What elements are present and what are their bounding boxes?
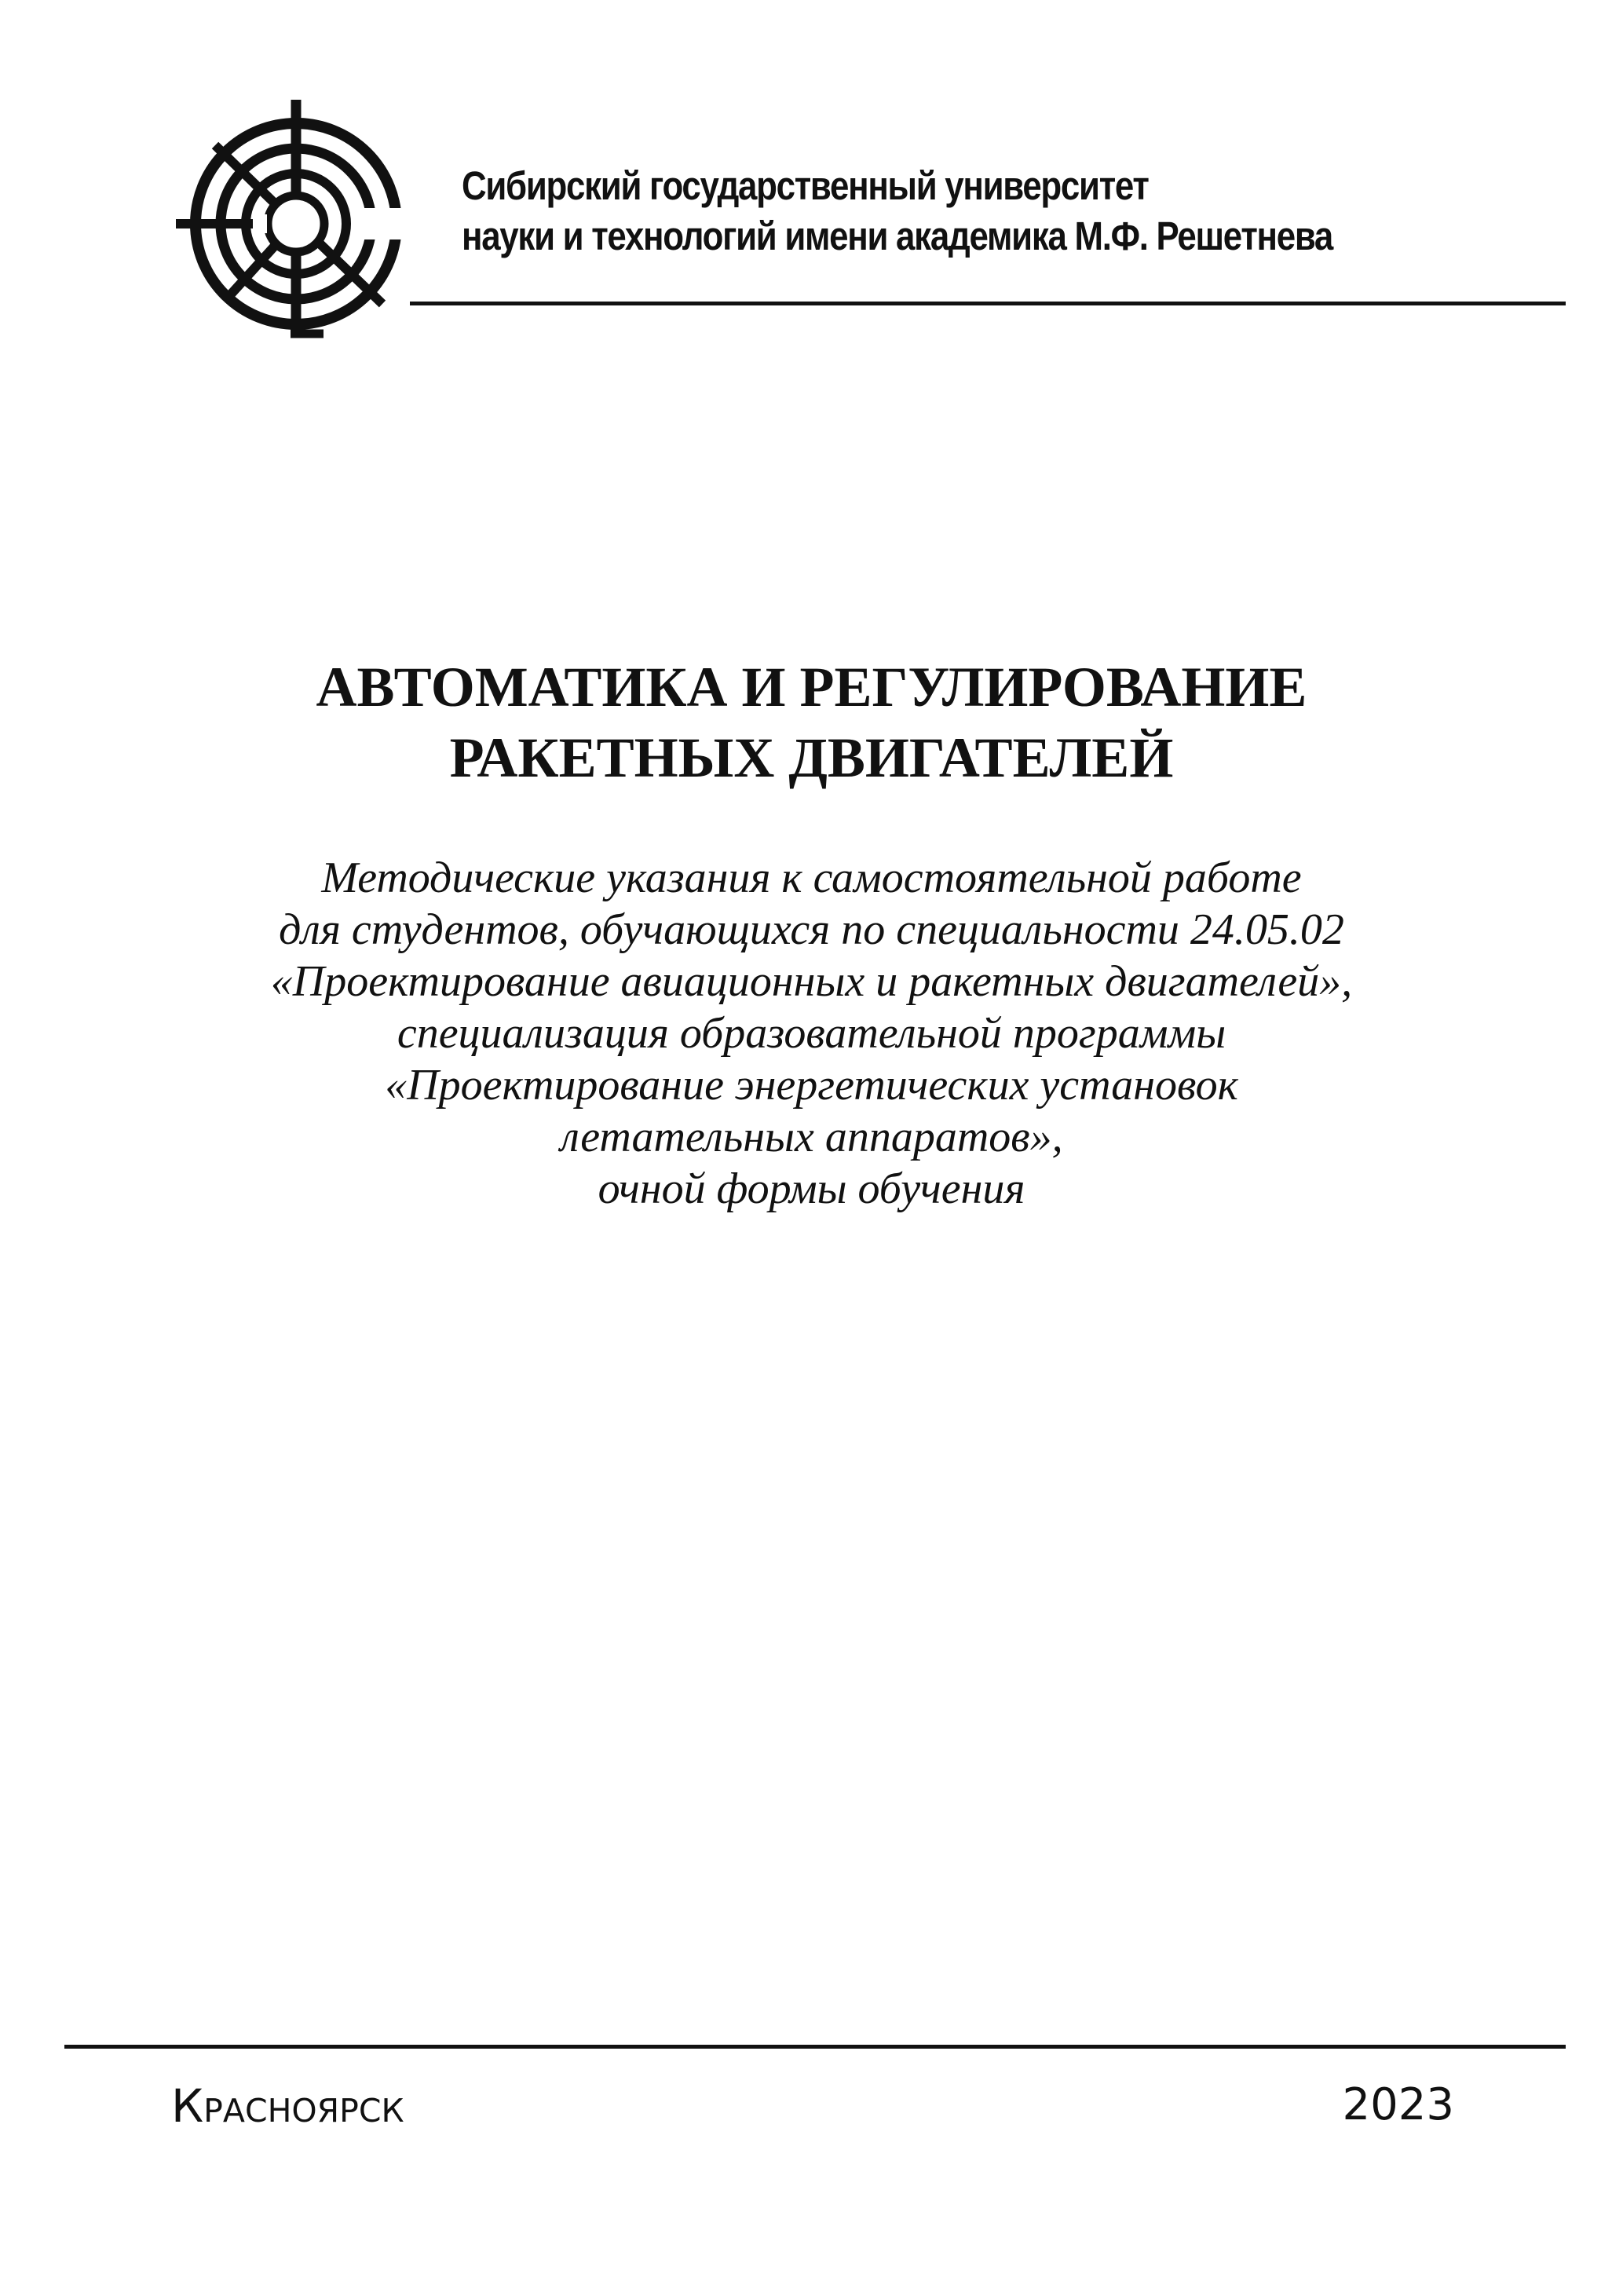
header-divider bbox=[410, 302, 1566, 305]
title-line-2: РАКЕТНЫХ ДВИГАТЕЛЕЙ bbox=[449, 726, 1174, 789]
university-name-line-1: Сибирский государственный университет bbox=[462, 163, 1149, 208]
subtitle-line-6: летательных аппаратов», bbox=[560, 1113, 1063, 1161]
university-name-line-2: науки и технологий имени академика М.Ф. Решетнева bbox=[462, 214, 1333, 258]
title-line-1: АВТОМАТИКА И РЕГУЛИРОВАНИЕ bbox=[316, 656, 1307, 718]
footer-divider bbox=[64, 2045, 1566, 2049]
subtitle-line-2: для студентов, обучающихся по специальности 24.05.02 bbox=[279, 905, 1344, 954]
document-subtitle bbox=[0, 852, 1623, 1215]
subtitle-line-4: специализация образовательной программы bbox=[397, 1009, 1226, 1058]
university-logo-icon bbox=[174, 98, 410, 342]
publication-year: 2023 bbox=[1342, 2079, 1454, 2130]
subtitle-line-5: «Проектирование энергетических установок bbox=[385, 1061, 1238, 1110]
publication-city: Красноярск bbox=[171, 2079, 404, 2133]
document-title bbox=[0, 652, 1623, 793]
subtitle-line-3: «Проектирование авиационных и ракетных двигателей», bbox=[270, 957, 1353, 1006]
university-name bbox=[462, 161, 1332, 261]
subtitle-line-7: очной формы обучения bbox=[598, 1164, 1025, 1213]
subtitle-line-1: Методические указания к самостоятельной работе bbox=[321, 854, 1302, 902]
